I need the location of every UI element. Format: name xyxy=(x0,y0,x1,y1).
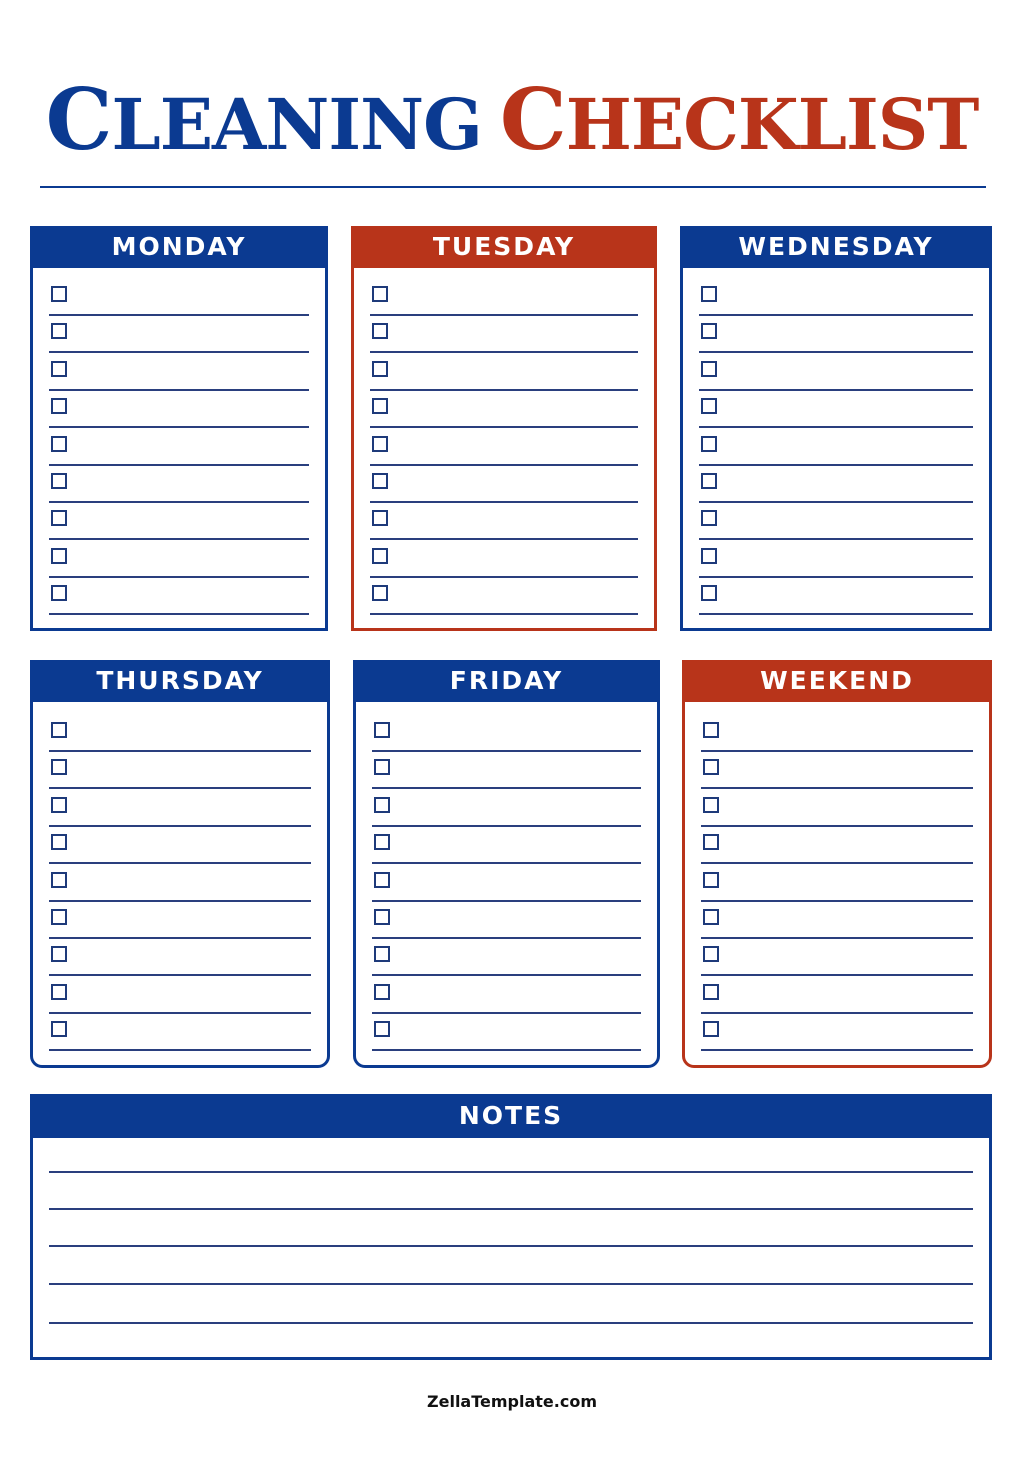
checklist-row xyxy=(370,541,638,578)
checkbox[interactable] xyxy=(51,1021,67,1037)
checklist-row xyxy=(49,316,309,353)
checkbox[interactable] xyxy=(703,984,719,1000)
checklist-row xyxy=(370,429,638,466)
checklist-row xyxy=(699,541,973,578)
checkbox[interactable] xyxy=(374,759,390,775)
checklist-row xyxy=(49,391,309,428)
checklist-row xyxy=(370,391,638,428)
checklist-row xyxy=(701,939,973,976)
card-header-friday: FRIDAY xyxy=(353,660,660,702)
footer-credit: ZellaTemplate.com xyxy=(427,1392,597,1411)
checkbox[interactable] xyxy=(51,834,67,850)
checklist-row xyxy=(370,578,638,615)
checkbox[interactable] xyxy=(374,946,390,962)
checklist-row xyxy=(49,977,311,1014)
write-line[interactable] xyxy=(699,613,973,615)
checklist-row xyxy=(699,429,973,466)
checkbox[interactable] xyxy=(374,1021,390,1037)
checklist-row xyxy=(49,578,309,615)
card-wednesday xyxy=(680,226,992,631)
title-word-checklist: CHECKLIST xyxy=(499,70,979,169)
notes-header: NOTES xyxy=(30,1094,992,1138)
checkbox[interactable] xyxy=(51,436,67,452)
card-weekend xyxy=(682,660,992,1068)
checklist-row xyxy=(701,865,973,902)
checkbox[interactable] xyxy=(703,834,719,850)
notes-section xyxy=(30,1094,992,1360)
card-monday xyxy=(30,226,328,631)
checkbox[interactable] xyxy=(51,398,67,414)
checklist-row xyxy=(49,865,311,902)
checklist-row xyxy=(372,1014,641,1051)
checklist-row xyxy=(372,902,641,939)
checkbox[interactable] xyxy=(374,722,390,738)
checklist-row xyxy=(699,279,973,316)
checkbox[interactable] xyxy=(701,436,717,452)
checklist-row xyxy=(699,354,973,391)
checklist-row xyxy=(49,429,309,466)
checklist-row xyxy=(701,1014,973,1051)
card-friday xyxy=(353,660,660,1068)
checkbox[interactable] xyxy=(701,323,717,339)
checklist-row xyxy=(372,939,641,976)
checkbox[interactable] xyxy=(372,548,388,564)
checkbox[interactable] xyxy=(372,436,388,452)
checklist-row xyxy=(49,503,309,540)
page-title xyxy=(0,70,1024,175)
checklist-row xyxy=(49,827,311,864)
write-line[interactable] xyxy=(370,613,638,615)
checklist-row xyxy=(372,865,641,902)
checkbox[interactable] xyxy=(703,722,719,738)
checkbox[interactable] xyxy=(701,510,717,526)
checklist-row xyxy=(372,827,641,864)
write-line[interactable] xyxy=(49,613,309,615)
notes-line[interactable] xyxy=(49,1245,973,1247)
checkbox[interactable] xyxy=(374,984,390,1000)
checklist-row xyxy=(370,316,638,353)
notes-line[interactable] xyxy=(49,1322,973,1324)
checklist-row xyxy=(701,827,973,864)
checklist-row xyxy=(49,902,311,939)
write-line[interactable] xyxy=(701,1049,973,1051)
checkbox[interactable] xyxy=(372,286,388,302)
checkbox[interactable] xyxy=(374,909,390,925)
checkbox[interactable] xyxy=(51,323,67,339)
checklist-row xyxy=(372,790,641,827)
card-header-weekend: WEEKEND xyxy=(682,660,992,702)
checkbox[interactable] xyxy=(701,398,717,414)
checkbox[interactable] xyxy=(372,473,388,489)
checklist-row xyxy=(49,939,311,976)
checkbox[interactable] xyxy=(51,909,67,925)
checklist-row xyxy=(372,752,641,789)
checklist-row xyxy=(49,790,311,827)
checkbox[interactable] xyxy=(701,473,717,489)
checklist-row xyxy=(701,790,973,827)
checklist-row xyxy=(370,503,638,540)
checkbox[interactable] xyxy=(372,361,388,377)
checkbox[interactable] xyxy=(703,1021,719,1037)
checklist-row xyxy=(699,391,973,428)
checkbox[interactable] xyxy=(703,759,719,775)
checkbox[interactable] xyxy=(51,984,67,1000)
card-thursday xyxy=(30,660,330,1068)
checklist-row xyxy=(49,354,309,391)
checkbox[interactable] xyxy=(703,872,719,888)
checklist-row xyxy=(372,715,641,752)
checklist-row xyxy=(49,541,309,578)
title-word-cleaning: CLEANING xyxy=(45,70,482,169)
checkbox[interactable] xyxy=(703,797,719,813)
checkbox[interactable] xyxy=(374,872,390,888)
checkbox[interactable] xyxy=(51,473,67,489)
checklist-row xyxy=(370,279,638,316)
checklist-row xyxy=(49,752,311,789)
checkbox[interactable] xyxy=(374,797,390,813)
notes-line[interactable] xyxy=(49,1208,973,1210)
checklist-row xyxy=(49,715,311,752)
card-header-tuesday: TUESDAY xyxy=(351,226,657,268)
checkbox[interactable] xyxy=(51,946,67,962)
checkbox[interactable] xyxy=(372,585,388,601)
checklist-row xyxy=(699,578,973,615)
checkbox[interactable] xyxy=(703,909,719,925)
card-header-monday: MONDAY xyxy=(30,226,328,268)
checklist-row xyxy=(699,466,973,503)
checkbox[interactable] xyxy=(701,361,717,377)
checklist-row xyxy=(699,503,973,540)
checkbox[interactable] xyxy=(703,946,719,962)
checkbox[interactable] xyxy=(51,286,67,302)
write-line[interactable] xyxy=(372,1049,641,1051)
checklist-row xyxy=(49,466,309,503)
checklist-row xyxy=(699,316,973,353)
checkbox[interactable] xyxy=(701,585,717,601)
write-line[interactable] xyxy=(49,1049,311,1051)
checklist-row xyxy=(49,279,309,316)
checklist-row xyxy=(370,354,638,391)
checklist-row xyxy=(372,977,641,1014)
checkbox[interactable] xyxy=(372,323,388,339)
checkbox[interactable] xyxy=(51,585,67,601)
checklist-row xyxy=(49,1014,311,1051)
checkbox[interactable] xyxy=(51,797,67,813)
checkbox[interactable] xyxy=(51,872,67,888)
checkbox[interactable] xyxy=(51,548,67,564)
checklist-row xyxy=(701,715,973,752)
checkbox[interactable] xyxy=(372,398,388,414)
checkbox[interactable] xyxy=(51,722,67,738)
checkbox[interactable] xyxy=(51,361,67,377)
notes-line[interactable] xyxy=(49,1283,973,1285)
checkbox[interactable] xyxy=(51,510,67,526)
checkbox[interactable] xyxy=(701,286,717,302)
checkbox[interactable] xyxy=(51,759,67,775)
checklist-row xyxy=(701,752,973,789)
card-header-wednesday: WEDNESDAY xyxy=(680,226,992,268)
title-divider xyxy=(40,186,986,188)
card-tuesday xyxy=(351,226,657,631)
checkbox[interactable] xyxy=(372,510,388,526)
checklist-row xyxy=(370,466,638,503)
checkbox[interactable] xyxy=(701,548,717,564)
notes-line[interactable] xyxy=(49,1171,973,1173)
checkbox[interactable] xyxy=(374,834,390,850)
checklist-row xyxy=(701,902,973,939)
checklist-row xyxy=(701,977,973,1014)
card-header-thursday: THURSDAY xyxy=(30,660,330,702)
